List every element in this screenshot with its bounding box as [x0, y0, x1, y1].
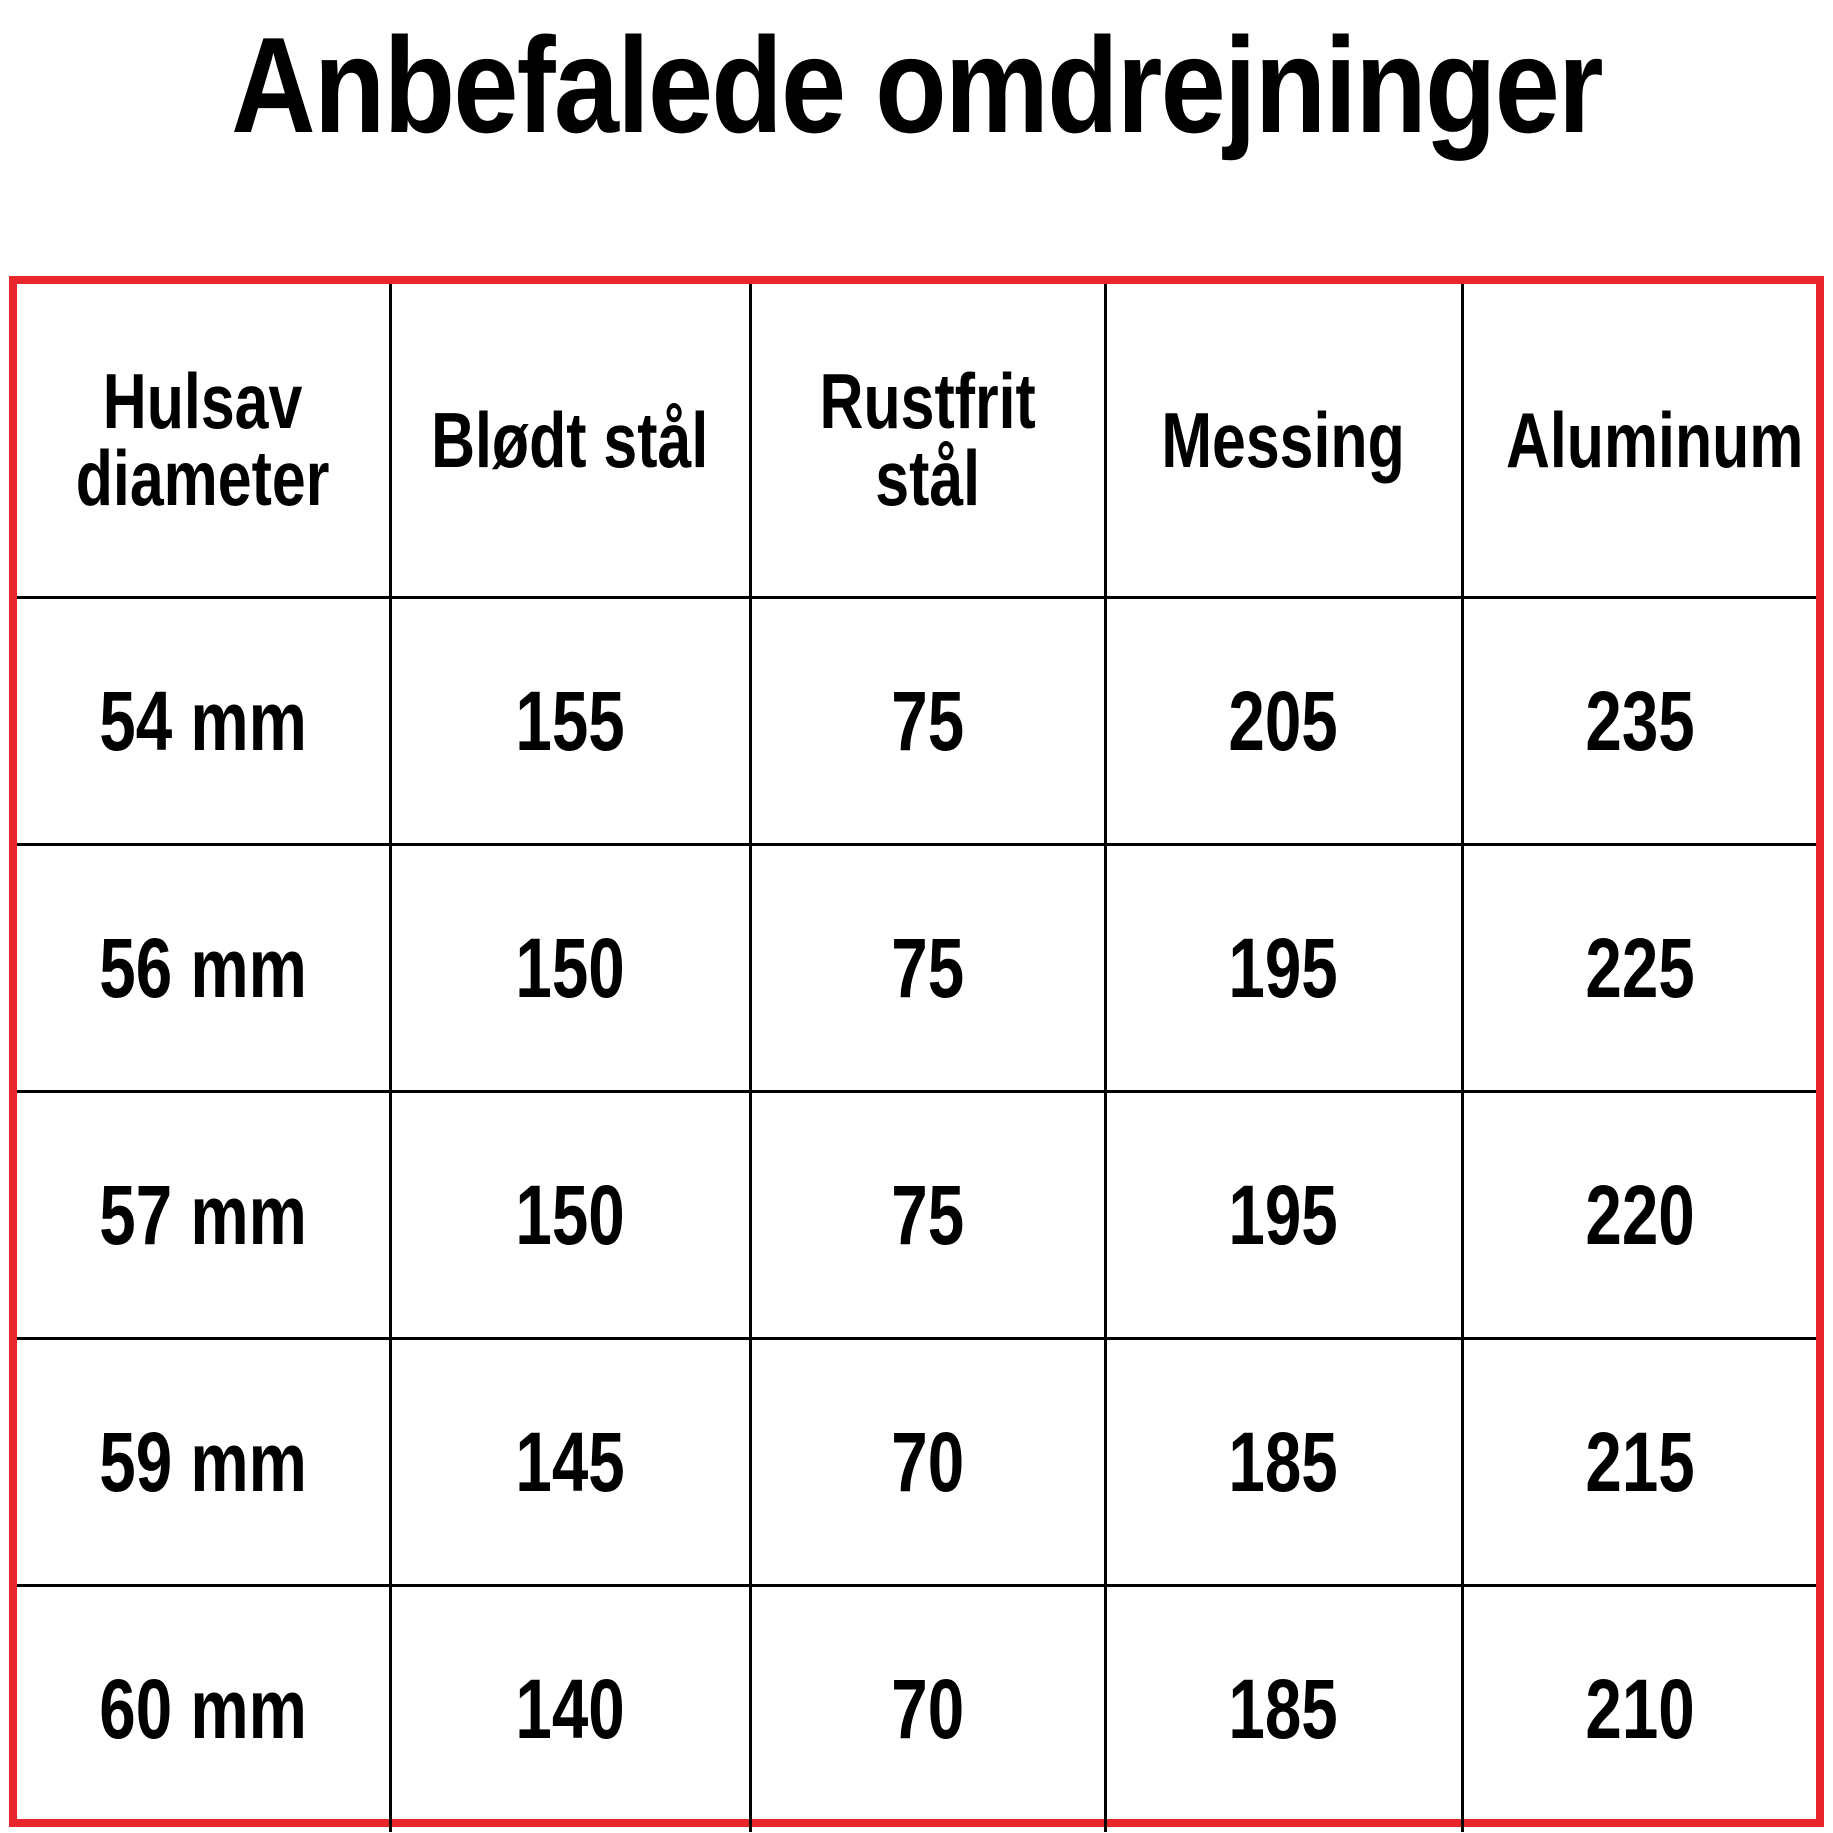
- brass-cell: [1105, 1585, 1462, 1832]
- cell-value: 150: [515, 920, 625, 1015]
- header-label: Blødt stål: [431, 395, 709, 484]
- cell-value: 150: [515, 1167, 625, 1262]
- stainless-steel-cell: [750, 1338, 1105, 1585]
- aluminum-cell: [1462, 1585, 1816, 1832]
- header-stainless-steel: [750, 284, 1105, 597]
- header-brass: [1105, 284, 1462, 597]
- cell-value: 195: [1228, 1167, 1339, 1262]
- cell-value: 70: [891, 1662, 964, 1757]
- mild-steel-cell: [390, 1585, 750, 1832]
- header-label: Messing: [1161, 395, 1406, 484]
- cell-value: 75: [891, 920, 964, 1015]
- header-mild-steel: [390, 284, 750, 597]
- brass-cell: [1105, 1091, 1462, 1338]
- cell-value: 210: [1585, 1662, 1695, 1757]
- header-label: Rustfrit stål: [819, 357, 1036, 522]
- header-hole-saw-diameter: [17, 284, 390, 597]
- cell-value: 145: [515, 1414, 625, 1509]
- mild-steel-cell: [390, 597, 750, 844]
- aluminum-cell: [1462, 597, 1816, 844]
- table-row: [17, 1338, 1816, 1585]
- header-label: Hulsav diameter: [75, 357, 330, 522]
- page-title: Anbefalede omdrejninger: [231, 9, 1602, 161]
- diameter-cell: [17, 1585, 390, 1832]
- diameter-cell: [17, 844, 390, 1091]
- diameter-cell: [17, 1091, 390, 1338]
- brass-cell: [1105, 597, 1462, 844]
- cell-value: 56 mm: [98, 920, 307, 1015]
- cell-value: 185: [1228, 1662, 1339, 1757]
- stainless-steel-cell: [750, 844, 1105, 1091]
- header-aluminum: [1462, 284, 1816, 597]
- table-header-row: [17, 284, 1816, 597]
- stainless-steel-cell: [750, 1091, 1105, 1338]
- rpm-table: [17, 284, 1816, 1832]
- cell-value: 215: [1585, 1414, 1695, 1509]
- aluminum-cell: [1462, 1091, 1816, 1338]
- rpm-table-frame: [9, 276, 1824, 1827]
- table-row: [17, 1091, 1816, 1338]
- mild-steel-cell: [390, 1338, 750, 1585]
- brass-cell: [1105, 1338, 1462, 1585]
- cell-value: 220: [1585, 1167, 1695, 1262]
- aluminum-cell: [1462, 844, 1816, 1091]
- cell-value: 195: [1228, 920, 1339, 1015]
- aluminum-cell: [1462, 1338, 1816, 1585]
- cell-value: 75: [891, 1167, 964, 1262]
- mild-steel-cell: [390, 844, 750, 1091]
- cell-value: 205: [1228, 673, 1339, 768]
- cell-value: 60 mm: [98, 1662, 307, 1757]
- stainless-steel-cell: [750, 1585, 1105, 1832]
- diameter-cell: [17, 1338, 390, 1585]
- cell-value: 155: [515, 673, 625, 768]
- cell-value: 57 mm: [98, 1167, 307, 1262]
- diameter-cell: [17, 597, 390, 844]
- cell-value: 235: [1585, 673, 1695, 768]
- mild-steel-cell: [390, 1091, 750, 1338]
- cell-value: 70: [891, 1414, 964, 1509]
- cell-value: 140: [515, 1662, 625, 1757]
- table-row: [17, 844, 1816, 1091]
- table-row: [17, 1585, 1816, 1832]
- cell-value: 75: [891, 673, 964, 768]
- brass-cell: [1105, 844, 1462, 1091]
- cell-value: 59 mm: [98, 1414, 307, 1509]
- stainless-steel-cell: [750, 597, 1105, 844]
- cell-value: 185: [1228, 1414, 1339, 1509]
- table-row: [17, 597, 1816, 844]
- cell-value: 54 mm: [98, 673, 307, 768]
- header-label: Aluminum: [1505, 395, 1803, 484]
- cell-value: 225: [1585, 920, 1695, 1015]
